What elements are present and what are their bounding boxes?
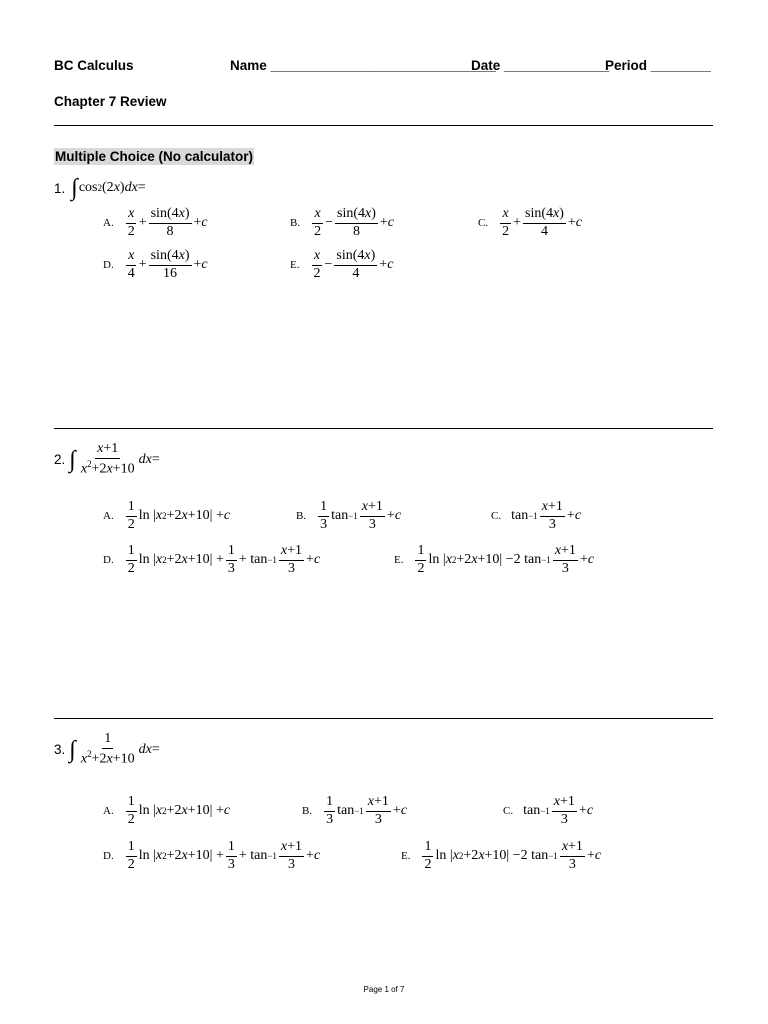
choice-2b[interactable]: B. $\frac{1}{3}$ tan −1 $\frac{x+1}{3}$ + c: [296, 499, 402, 532]
question-number: 1.: [54, 180, 66, 196]
choice-2e[interactable]: E. $\frac{1}{2}$ ln | x 2 +2 x +10| −2 tan −1 $\frac{x+1}{3}$ + c: [394, 543, 595, 576]
choice-3a[interactable]: A. $\frac{1}{2}$ ln | x 2 +2 x +10| + c: [103, 794, 231, 827]
choice-2d[interactable]: D. $\frac{1}{2}$ ln | x 2 +2 x +10| + $\frac{1}{3}$ + tan −1 $\frac{x+1}{3}$ + c: [103, 543, 321, 576]
page-number: Page 1 of 7: [363, 985, 405, 994]
choice-3c[interactable]: C. tan −1 $\frac{x+1}{3}$ + c: [503, 794, 594, 827]
date-field[interactable]: Date ______________: [471, 58, 610, 73]
choice-1e[interactable]: E. $\frac{x}{2}$ − $\frac{\sin(4x)}{4}$ + c: [290, 248, 394, 281]
question-number: 2.: [54, 452, 66, 468]
period-field[interactable]: Period ________: [605, 58, 711, 73]
choice-1a[interactable]: A. $\frac{x}{2}$ + $\frac{\sin(4x)}{8}$ + c: [103, 206, 208, 239]
section-title: Multiple Choice (No calculator): [55, 149, 254, 164]
question-number: 3.: [54, 742, 66, 758]
course-title: BC Calculus: [54, 58, 134, 73]
divider: [54, 718, 713, 719]
name-field[interactable]: Name ______________________________: [230, 58, 496, 73]
choice-1d[interactable]: D. $\frac{x}{4}$ + $\frac{\sin(4x)}{16}$ + c: [103, 248, 208, 281]
question-3-prompt: 3. ∫ $\frac{1}{x^2+2x+10}$ dx =: [54, 731, 160, 767]
question-1-prompt: 1. ∫ cos 2 (2 x ) dx =: [54, 175, 146, 201]
choice-3b[interactable]: B. $\frac{1}{3}$ tan −1 $\frac{x+1}{3}$ + c: [302, 794, 408, 827]
choice-3e[interactable]: E. $\frac{1}{2}$ ln | x 2 +2 x +10| −2 tan −1 $\frac{x+1}{3}$ + c: [401, 839, 602, 872]
choice-2c[interactable]: C. tan −1 $\frac{x+1}{3}$ + c: [491, 499, 582, 532]
choice-1b[interactable]: B. $\frac{x}{2}$ − $\frac{\sin(4x)}{8}$ + c: [290, 206, 395, 239]
choice-3d[interactable]: D. $\frac{1}{2}$ ln | x 2 +2 x +10| + $\frac{1}{3}$ + tan −1 $\frac{x+1}{3}$ + c: [103, 839, 321, 872]
question-2-prompt: 2. ∫ $\frac{x+1}{x^2+2x+10}$ dx =: [54, 441, 160, 477]
choice-2a[interactable]: A. $\frac{1}{2}$ ln | x 2 +2 x +10| + c: [103, 499, 231, 532]
chapter-title: Chapter 7 Review: [54, 94, 167, 109]
divider: [54, 125, 713, 126]
divider: [54, 428, 713, 429]
choice-1c[interactable]: C. $\frac{x}{2}$ + $\frac{\sin(4x)}{4}$ + c: [478, 206, 583, 239]
